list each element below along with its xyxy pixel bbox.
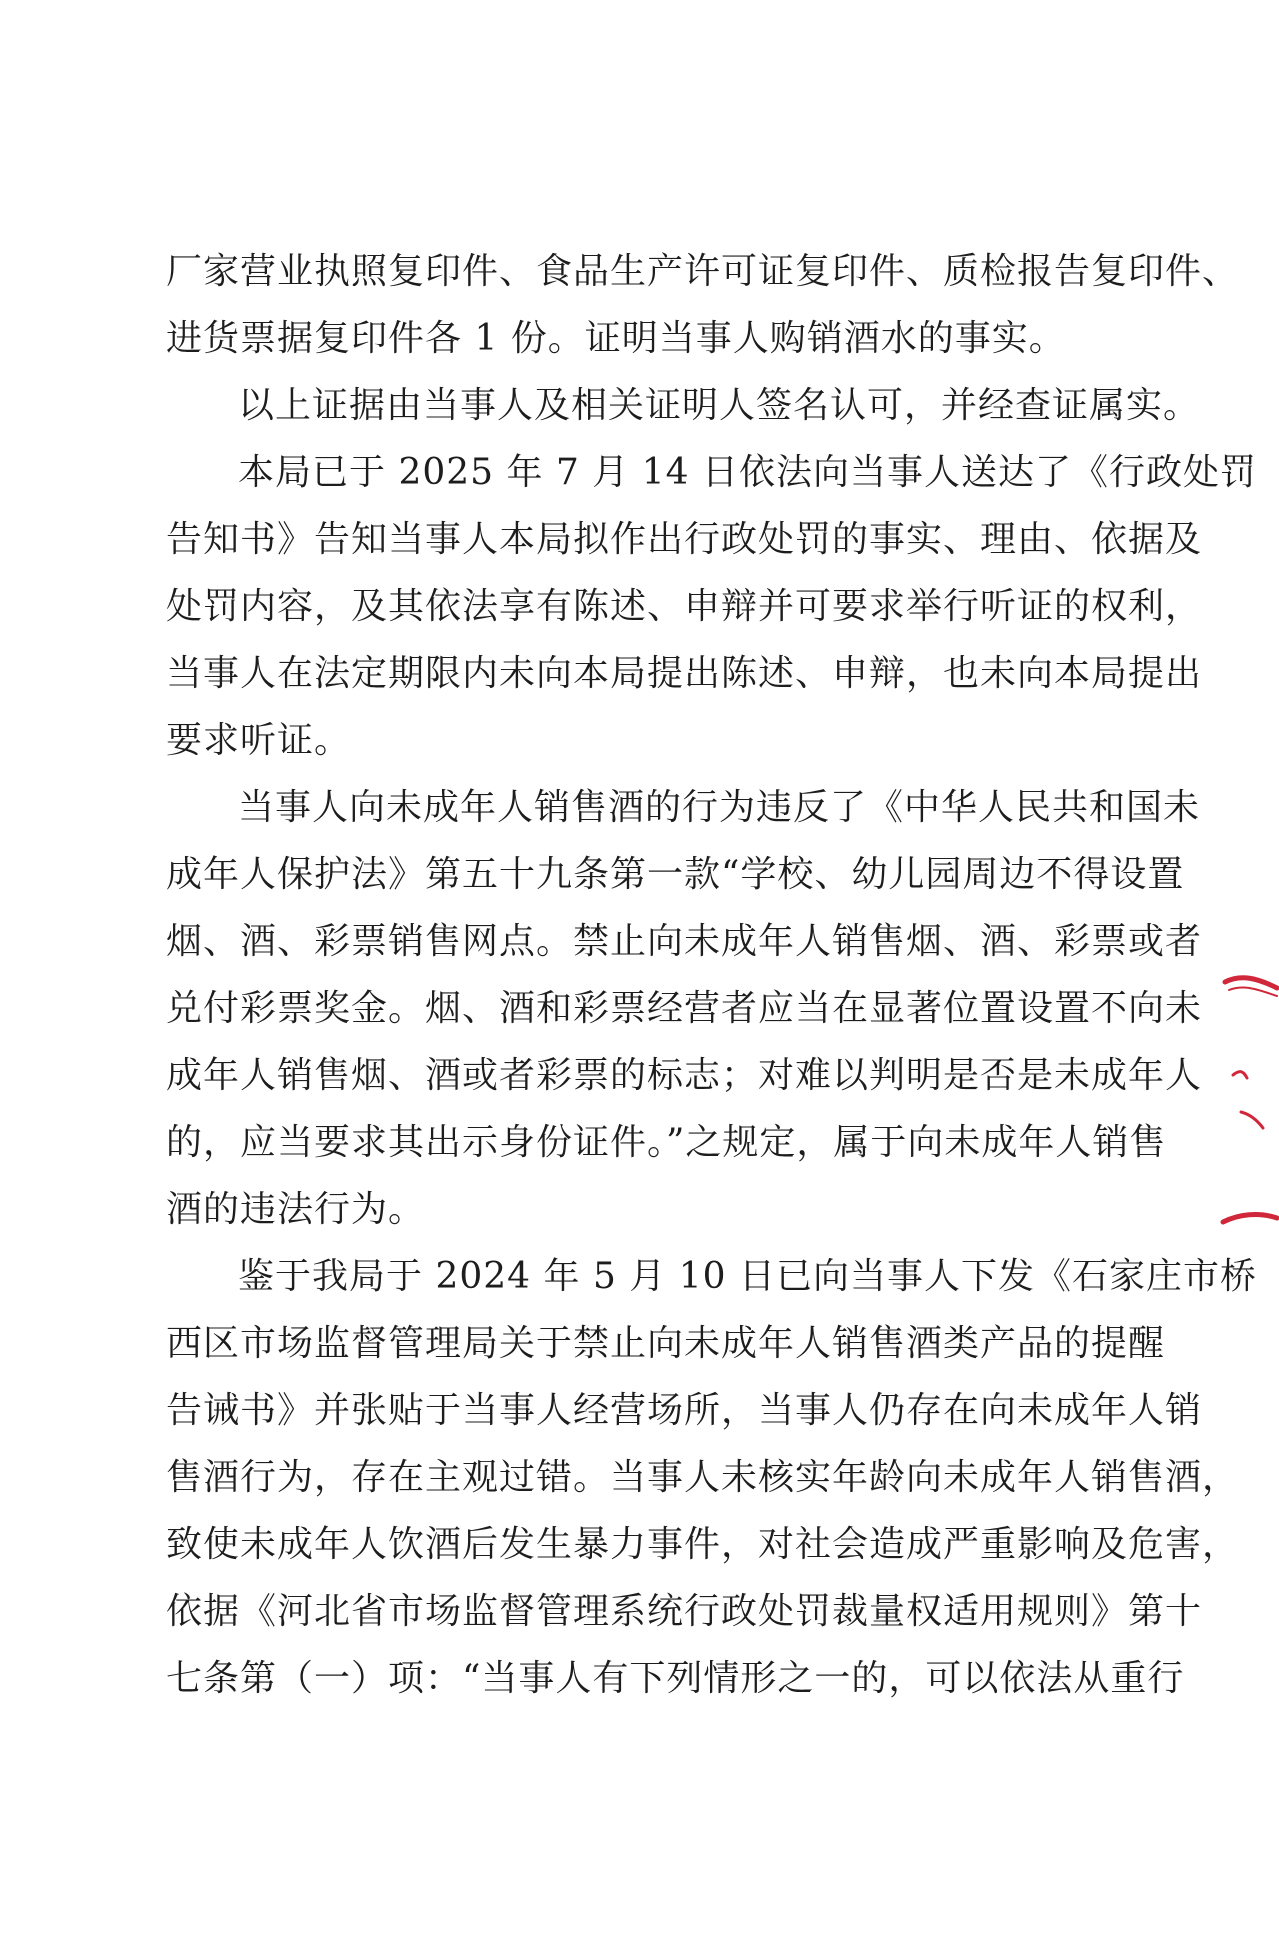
text-line: 兑付彩票奖金。烟、酒和彩票经营者应当在显著位置设置不向未 — [166, 988, 1203, 1029]
seal-edge-mark — [1219, 960, 1279, 1260]
text-line: 烟、酒、彩票销售网点。禁止向未成年人销售烟、酒、彩票或者 — [166, 921, 1203, 962]
text-line: 要求听证。 — [166, 720, 352, 761]
text-line: 依据《河北省市场监督管理系统行政处罚裁量权适用规则》第十 — [166, 1591, 1203, 1632]
text-line: 七条第（一）项：“当事人有下列情形之一的，可以依法从重行 — [166, 1658, 1185, 1699]
text-line: 成年人销售烟、酒或者彩票的标志；对难以判明是否是未成年人 — [166, 1055, 1203, 1096]
text-line: 处罚内容，及其依法享有陈述、申辩并可要求举行听证的权利， — [166, 586, 1203, 627]
text-line: 进货票据复印件各 1 份。证明当事人购销酒水的事实。 — [166, 318, 1066, 359]
text-line: 成年人保护法》第五十九条第一款“学校、幼儿园周边不得设置 — [166, 854, 1185, 895]
text-line: 厂家营业执照复印件、食品生产许可证复印件、质检报告复印件、 — [166, 251, 1240, 292]
text-line: 酒的违法行为。 — [166, 1189, 426, 1230]
text-line: 当事人向未成年人销售酒的行为违反了《中华人民共和国未 — [238, 787, 1201, 828]
text-line: 鉴于我局于 2024 年 5 月 10 日已向当事人下发《石家庄市桥 — [238, 1256, 1257, 1297]
text-line: 告诫书》并张贴于当事人经营场所，当事人仍存在向未成年人销 — [166, 1390, 1203, 1431]
text-line: 当事人在法定期限内未向本局提出陈述、申辩，也未向本局提出 — [166, 653, 1203, 694]
document-body — [166, 238, 1257, 1712]
text-line: 本局已于 2025 年 7 月 14 日依法向当事人送达了《行政处罚 — [238, 452, 1257, 493]
text-line: 以上证据由当事人及相关证明人签名认可，并经查证属实。 — [238, 385, 1201, 426]
text-line: 售酒行为，存在主观过错。当事人未核实年龄向未成年人销售酒， — [166, 1457, 1240, 1498]
text-line: 致使未成年人饮酒后发生暴力事件，对社会造成严重影响及危害， — [166, 1524, 1240, 1565]
text-line: 西区市场监督管理局关于禁止向未成年人销售酒类产品的提醒 — [166, 1323, 1166, 1364]
text-line: 告知书》告知当事人本局拟作出行政处罚的事实、理由、依据及 — [166, 519, 1203, 560]
text-line: 的，应当要求其出示身份证件。”之规定，属于向未成年人销售 — [166, 1122, 1167, 1163]
